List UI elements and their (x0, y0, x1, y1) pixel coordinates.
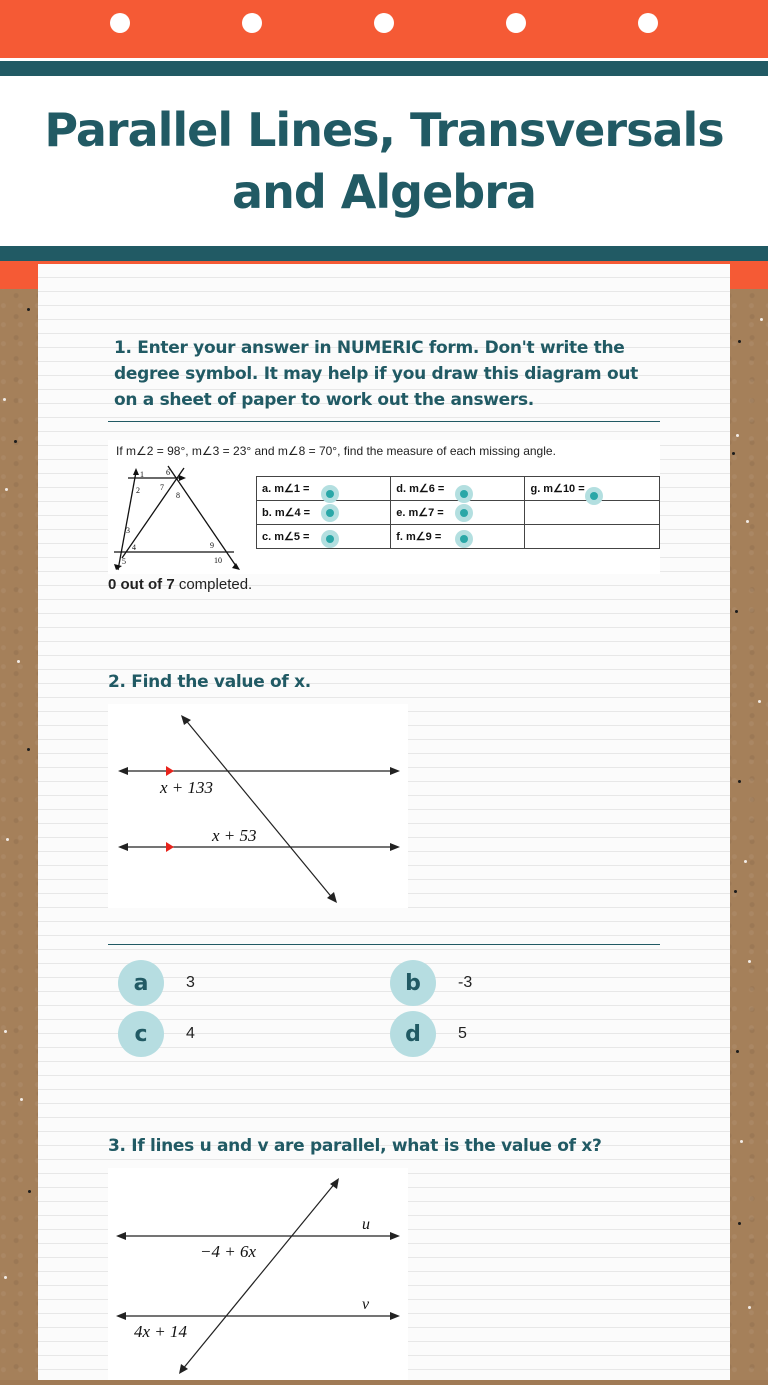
angle-label-5: 5 (122, 557, 126, 566)
option-value: -3 (458, 974, 473, 991)
cork-dot (27, 308, 30, 311)
option-a[interactable] (118, 960, 195, 1006)
question-1-progress (108, 576, 252, 593)
cork-dot (14, 440, 17, 443)
cork-dot (734, 890, 737, 893)
cork-dot (738, 340, 741, 343)
question-1-divider (108, 421, 660, 422)
cork-dot (738, 1222, 741, 1225)
binder-hole (110, 13, 130, 33)
cork-dot (758, 700, 761, 703)
angle-expression-bottom: x + 53 (212, 826, 257, 845)
line-label-u: u (362, 1216, 370, 1233)
cell-label: a. m∠1 = (262, 483, 310, 495)
cell-label: g. m∠10 = (530, 483, 585, 495)
question-2-divider (108, 944, 660, 945)
progress-suffix: completed. (174, 576, 253, 593)
question-1-prompt: If m∠2 = 98°, m∠3 = 23° and m∠8 = 70°, find the measure of each missing angle. (116, 444, 556, 458)
cork-dot (736, 1050, 739, 1053)
header-stripe (0, 61, 768, 76)
angle-label-2: 2 (136, 486, 140, 495)
cork-dot (4, 1276, 7, 1279)
angle-expression-top: −4 + 6x (200, 1242, 256, 1261)
option-letter[interactable]: c (118, 1011, 164, 1057)
answer-cell-c[interactable] (257, 525, 391, 549)
title-box (0, 76, 768, 246)
cork-dot (744, 860, 747, 863)
option-value: 3 (186, 974, 195, 991)
option-c[interactable] (118, 1011, 195, 1057)
angle-label-9: 9 (210, 541, 214, 550)
cork-dot (760, 318, 763, 321)
parallel-lines-uv-diagram (108, 1168, 408, 1380)
question-2-figure (108, 704, 408, 908)
cork-dot (736, 434, 739, 437)
cork-dot (735, 610, 738, 613)
answer-drop-target[interactable] (321, 530, 339, 548)
question-3-figure (108, 1168, 408, 1380)
option-d[interactable] (390, 1011, 467, 1057)
option-letter[interactable]: d (390, 1011, 436, 1057)
answer-drop-target[interactable] (455, 530, 473, 548)
angle-expression-top: x + 133 (160, 778, 214, 797)
cell-label: f. m∠9 = (396, 531, 442, 543)
cork-dot (748, 960, 751, 963)
answer-drop-target[interactable] (321, 504, 339, 522)
angle-label-4: 4 (132, 543, 136, 552)
answer-cell-empty (525, 525, 660, 549)
cork-dot (28, 1190, 31, 1193)
cork-dot (17, 660, 20, 663)
angle-label-7: 7 (160, 483, 164, 492)
option-letter[interactable]: b (390, 960, 436, 1006)
cork-dot (748, 1306, 751, 1309)
answer-cell-e[interactable] (391, 501, 525, 525)
cork-dot (6, 838, 9, 841)
answer-cell-empty (525, 501, 660, 525)
angle-label-6: 6 (166, 468, 170, 477)
cell-label: b. m∠4 = (262, 507, 311, 519)
cell-label: c. m∠5 = (262, 531, 310, 543)
angle-label-1: 1 (140, 470, 144, 479)
answer-cell-a[interactable] (257, 477, 391, 501)
answer-cell-b[interactable] (257, 501, 391, 525)
answer-grid (256, 476, 660, 549)
cork-dot (20, 1098, 23, 1101)
cork-dot (5, 488, 8, 491)
cork-dot (732, 452, 735, 455)
answer-cell-f[interactable] (391, 525, 525, 549)
binder-hole (638, 13, 658, 33)
option-letter[interactable]: a (118, 960, 164, 1006)
question-2-title: 2. Find the value of x. (108, 672, 311, 692)
cell-label: d. m∠6 = (396, 483, 445, 495)
line-label-v: v (362, 1296, 370, 1313)
question-1-title: 1. Enter your answer in NUMERIC form. Don't write the degree symbol. It may help if you draw this diagram out on a sheet of paper to work out the answers. (114, 338, 638, 410)
progress-count: 0 out of 7 (108, 576, 175, 593)
cork-dot (738, 780, 741, 783)
answer-cell-d[interactable] (391, 477, 525, 501)
cork-dot (3, 398, 6, 401)
cork-dot (746, 520, 749, 523)
binder-hole (374, 13, 394, 33)
parallel-lines-diagram (108, 704, 408, 908)
angle-expression-bottom: 4x + 14 (134, 1322, 188, 1341)
question-3-title: 3. If lines u and v are parallel, what is the value of x? (108, 1136, 602, 1156)
page-title: Parallel Lines, Transversals and Algebra (44, 103, 724, 219)
cell-label: e. m∠7 = (396, 507, 444, 519)
answer-cell-g[interactable] (525, 477, 660, 501)
cork-dot (27, 748, 30, 751)
angle-label-3: 3 (126, 526, 130, 535)
answer-drop-target[interactable] (455, 504, 473, 522)
option-value: 5 (458, 1025, 467, 1042)
option-value: 4 (186, 1025, 195, 1042)
triangle-diagram (108, 462, 248, 574)
binder-hole (242, 13, 262, 33)
option-b[interactable] (390, 960, 472, 1006)
binder-hole (506, 13, 526, 33)
header-accent-bar (0, 0, 768, 58)
header-stripe-bottom (0, 246, 768, 261)
cork-dot (4, 1030, 7, 1033)
angle-label-8: 8 (176, 491, 180, 500)
question-1-figure (108, 440, 660, 574)
angle-label-10: 10 (214, 556, 222, 565)
cork-dot (740, 1140, 743, 1143)
